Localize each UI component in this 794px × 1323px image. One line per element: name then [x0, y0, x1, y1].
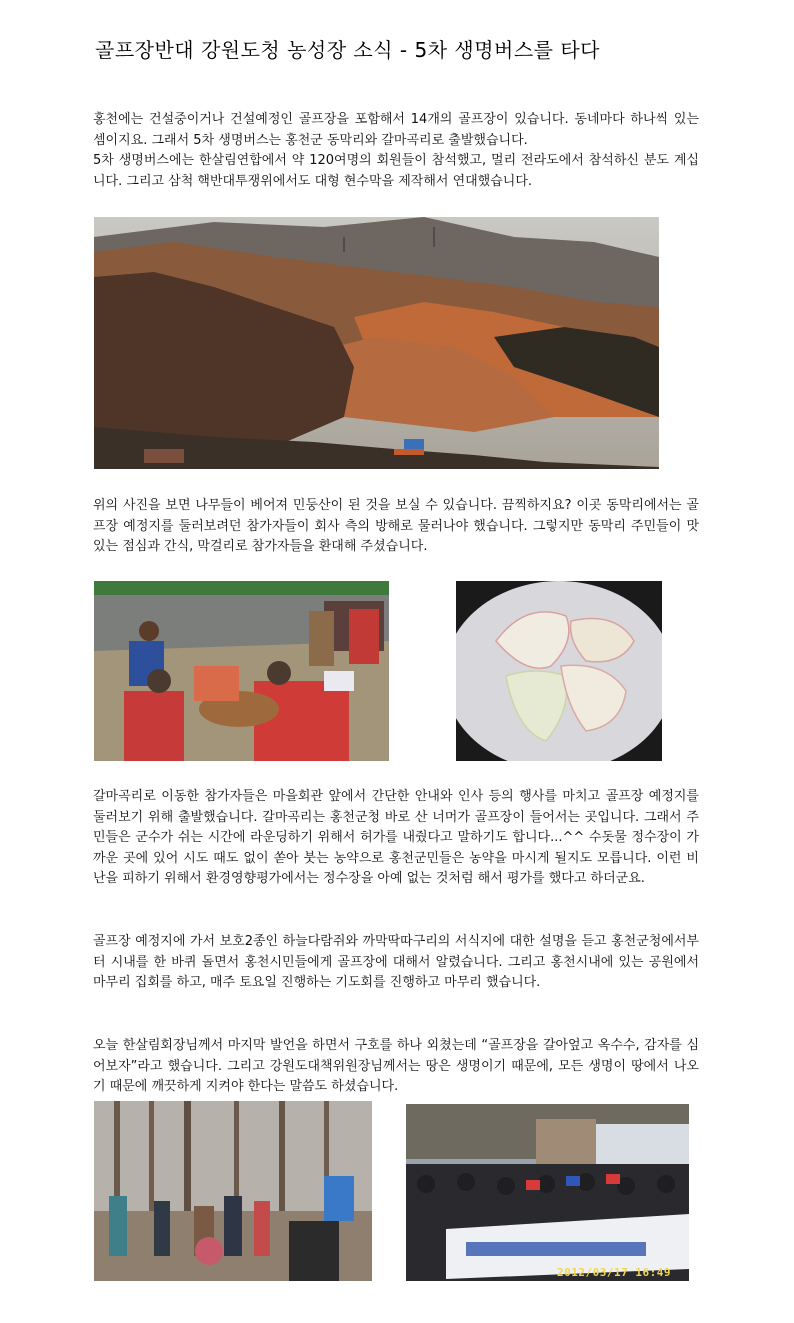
galmagok-paragraph: 갈마곡리로 이동한 참가자들은 마을회관 앞에서 간단한 안내와 인사 등의 행사를 마치고 골프장 예정지를 둘러보기 위해 출발했습니다. 갈마곡리는 홍천군청 바로 산 너머가 골프장이 들어서는 곳입니다. 그래서 주민들은 군수가 쉬는 시간에 라운딩하기 위해서 허가를 내줬다고 말하기도 합니다...^^ 수돗물 정수장이 가까운 곳에 있어 시도 때도 없이 쏟아 붓는 농약으로 홍천군민들은 농약을 마시게 될지도 모릅니다. 이런 비난을 피하기 위해서 환경영향평가에서는 정수장을 아예 없는 것처럼 해서 평가를 했다고 하더군요. [93, 789, 699, 886]
intro-line-1: 홍천에는 건설중이거나 건설예정인 골프장을 포함해서 14개의 골프장이 있습니다. 동네마다 하나씩 있는 셈이지요. 그래서 5차 생명버스는 홍천군 동막리와 갈마곡리로 출발했습니다. [93, 112, 699, 148]
villagers-serving-food-photo [94, 581, 389, 761]
intro-line-2: 5차 생명버스에는 한살림연합에서 약 120여명의 회원들이 참석했고, 멀리 전라도에서 참석하신 분도 계십니다. 그리고 삼척 핵반대투쟁위에서도 대형 현수막을 제작해서 연대했습니다. [93, 153, 699, 189]
street-march-banner-photo [406, 1104, 689, 1281]
forest-walk-photo [94, 1101, 372, 1281]
closing-paragraph: 오늘 한살림회장님께서 마지막 발언을 하면서 구호를 하나 외쳤는데 “골프장을 갈아엎고 옥수수, 감자를 심어보자”라고 했습니다. 그리고 강원도대책위원장님께서는 땅은 생명이기 때문에, 모든 생명이 땅에서 나오기 때문에 깨끗하게 지켜야 한다는 말씀도 하셨습니다. [93, 1038, 699, 1094]
photo-timestamp: 2012/03/17 16:49 [557, 1266, 671, 1279]
walk-paragraph: 골프장 예정지에 가서 보호2종인 하늘다람쥐와 까막딱따구리의 서식지에 대한 설명을 듣고 홍천군청에서부터 시내를 한 바퀴 돌면서 홍천시민들에게 골프장에 대해서 알렸습니다. 그리고 홍천시내에 있는 공원에서 마무리 집회를 하고, 매주 토요일 진행하는 기도회를 진행하고 마무리 했습니다. [93, 934, 699, 990]
intro-paragraph [93, 110, 699, 192]
mountain-paragraph: 위의 사진을 보면 나무들이 베어져 민둥산이 된 것을 보실 수 있습니다. 끔찍하지요? 이곳 동막리에서는 골프장 예정지를 둘러보려던 참가자들이 회사 측의 방해로 물러나야 했습니다. 그렇지만 동막리 주민들이 맛있는 점심과 간식, 막걸리로 참가자들을 환대해 주셨습니다. [93, 498, 699, 554]
deforested-mountain-photo [94, 217, 659, 469]
page-title: 골프장반대 강원도청 농성장 소식 - 5차 생명버스를 타다 [95, 38, 600, 62]
rice-cake-plate-photo [456, 581, 662, 761]
